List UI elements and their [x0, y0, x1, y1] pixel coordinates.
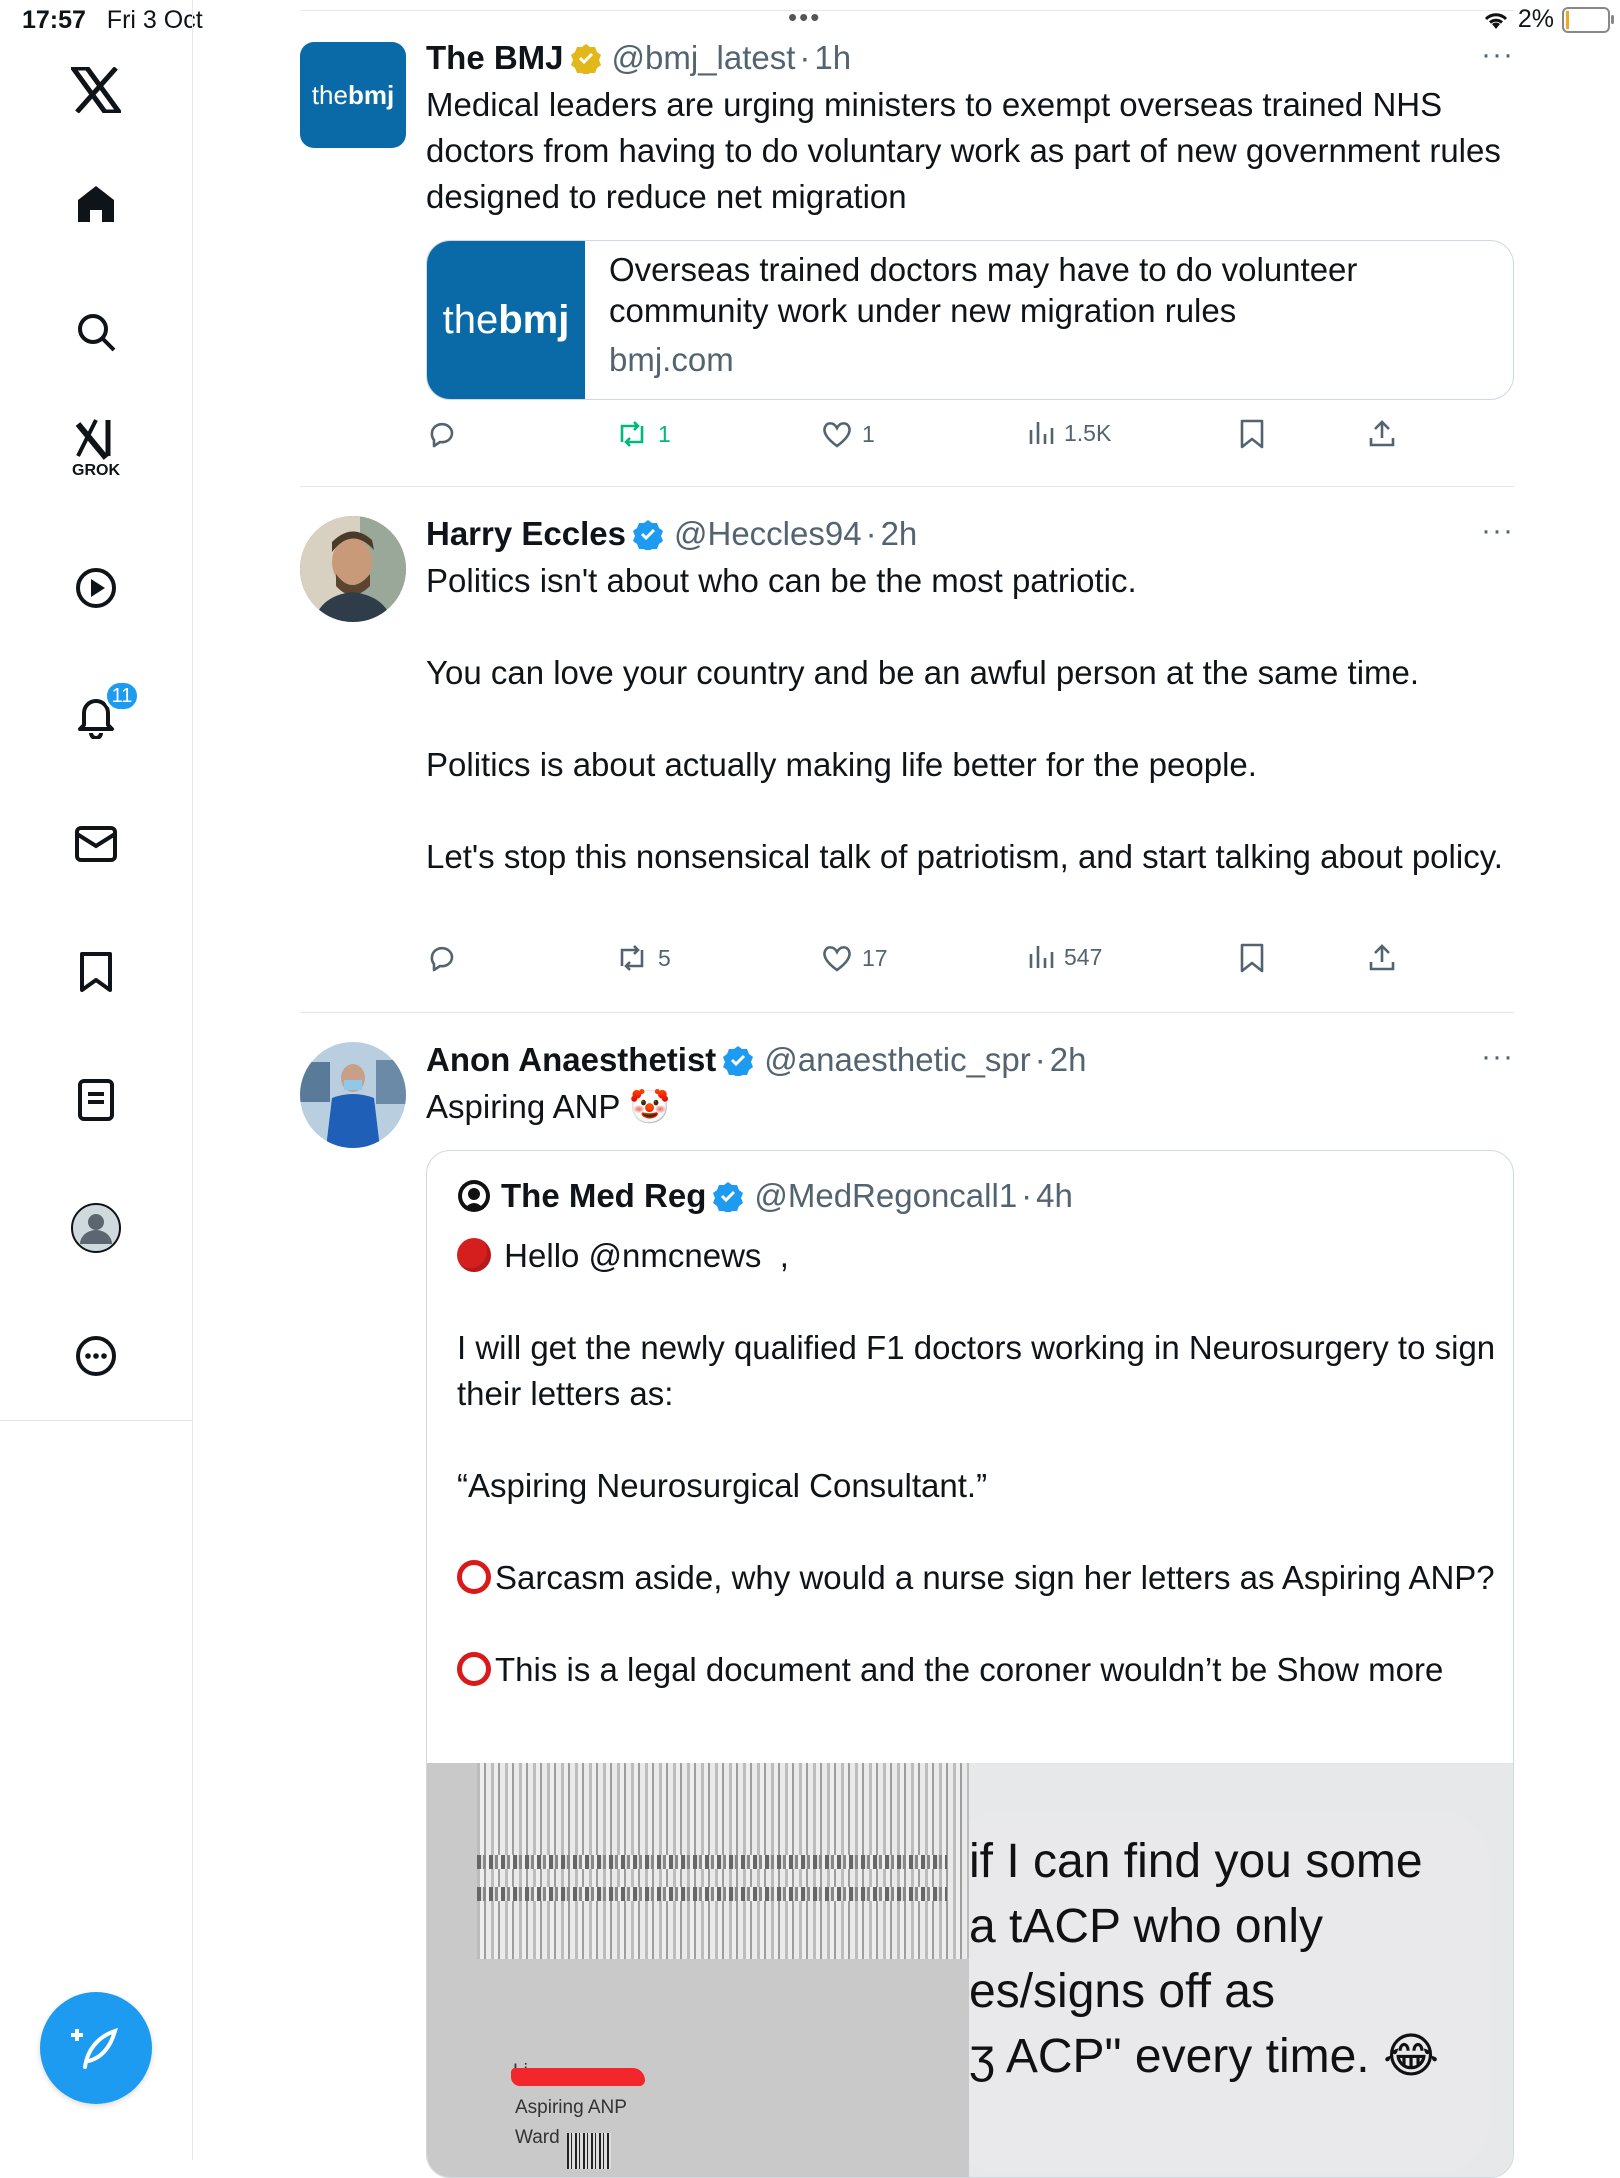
quote-author-name[interactable]: The Med Reg	[501, 1177, 707, 1214]
search-icon	[74, 310, 118, 354]
quote-time: 4h	[1036, 1177, 1073, 1214]
share-icon	[1366, 418, 1398, 450]
barcode	[567, 2133, 611, 2169]
post-harry-eccles[interactable]	[300, 514, 1514, 1004]
quote-line-1: Hello @nmcnews ,	[504, 1237, 789, 1274]
quote-image-letter[interactable]	[427, 1763, 969, 2177]
sidebar-divider	[0, 1420, 192, 1421]
views-button[interactable]	[1026, 418, 1111, 448]
bmj-logo-the: the	[311, 79, 348, 110]
thumb-bmj: bmj	[498, 297, 570, 342]
views-bar-icon	[1026, 418, 1056, 448]
notification-badge: 11	[104, 680, 140, 712]
profile-avatar-icon	[70, 1202, 122, 1254]
views-count: 1.5K	[1064, 419, 1112, 446]
quote-avatar-icon	[457, 1179, 491, 1213]
hollow-red-circle-emoji	[457, 1560, 491, 1594]
list-icon	[76, 1078, 116, 1122]
grok-icon	[72, 416, 120, 460]
share-icon	[1366, 942, 1398, 974]
play-circle-icon	[74, 566, 118, 610]
sidebar-item-bookmarks[interactable]	[56, 932, 136, 1012]
repost-icon	[614, 942, 650, 974]
blurred-text-line	[477, 1887, 947, 1901]
heart-icon	[820, 942, 854, 974]
status-bar	[0, 0, 1620, 40]
sidebar-item-profile[interactable]	[56, 1188, 136, 1268]
feed-top-divider	[300, 10, 1514, 11]
sidebar-item-home[interactable]	[56, 164, 136, 244]
reply-icon	[426, 942, 458, 974]
post-text	[426, 1084, 1514, 1130]
quote-line-3: “Aspiring Neurosurgical Consultant.”	[457, 1467, 988, 1504]
dot-separator: ·	[799, 39, 811, 76]
sidebar-item-video[interactable]	[56, 548, 136, 628]
sidebar-item-search[interactable]	[56, 292, 136, 372]
heart-icon	[820, 418, 854, 450]
sidebar-item-messages[interactable]	[56, 804, 136, 884]
post-more-icon[interactable]: ···	[1481, 514, 1514, 547]
sidebar-item-grok[interactable]	[56, 410, 136, 490]
reply-button[interactable]	[426, 418, 466, 450]
quoted-post[interactable]	[426, 1150, 1514, 2178]
battery-percent: 2%	[1517, 5, 1554, 33]
compose-post-button[interactable]	[40, 1992, 152, 2104]
letter-label-ward: Ward	[515, 2127, 560, 2148]
bookmark-button[interactable]	[1238, 942, 1266, 974]
like-count: 17	[862, 944, 888, 971]
like-count: 1	[862, 420, 875, 447]
author-name[interactable]: Harry Eccles	[426, 515, 626, 552]
x-logo-icon[interactable]	[56, 50, 136, 130]
post-header	[426, 514, 1514, 554]
link-card-title: Overseas trained doctors may have to do volunteer community work under new migration rules	[609, 251, 1358, 329]
post-divider	[300, 1012, 1514, 1013]
quote-text	[457, 1233, 1505, 1693]
grok-label: GROK	[72, 462, 120, 479]
share-button[interactable]	[1366, 418, 1398, 450]
quote-header	[457, 1177, 1073, 1215]
author-name[interactable]: The BMJ	[426, 39, 564, 76]
dot-separator: ·	[1021, 1177, 1033, 1214]
post-content	[426, 514, 1514, 971]
post-divider	[300, 486, 1514, 487]
quote-line-5: This is a legal document and the coroner wouldn’t be	[495, 1651, 1268, 1688]
repost-icon	[614, 418, 650, 450]
red-redaction-mark	[511, 2068, 645, 2086]
feather-plus-icon	[71, 2023, 121, 2073]
blurred-text-line	[477, 1855, 947, 1869]
sidebar-item-more[interactable]	[56, 1316, 136, 1396]
post-time[interactable]: 2h	[880, 515, 918, 552]
wifi-icon	[1482, 9, 1510, 31]
repost-button[interactable]	[614, 942, 671, 974]
avatar-anon-anaesthetist[interactable]	[300, 1042, 406, 1148]
quote-author-handle[interactable]: @MedRegoncall1	[754, 1177, 1018, 1214]
author-name[interactable]: Anon Anaesthetist	[426, 1041, 717, 1078]
bmj-logo-bmj: bmj	[347, 79, 395, 110]
reply-icon	[426, 418, 458, 450]
show-more-link[interactable]: Show more	[1276, 1651, 1444, 1688]
link-card-thumbnail	[427, 241, 585, 399]
sidebar-item-notifications[interactable]	[56, 676, 136, 756]
dot-separator: ·	[865, 515, 877, 552]
repost-count: 5	[658, 944, 671, 971]
repost-count: 1	[658, 420, 671, 447]
more-circle-icon	[74, 1334, 118, 1378]
views-bar-icon	[1026, 942, 1056, 972]
reply-button[interactable]	[426, 942, 466, 974]
quote-line-2: I will get the newly qualified F1 doctors working in Neurosurgery to sign their letters as:	[457, 1329, 1505, 1412]
post-time[interactable]: 2h	[1049, 1041, 1087, 1078]
like-button[interactable]	[820, 418, 875, 450]
author-handle[interactable]: @Heccles94	[673, 515, 862, 552]
avatar-bmj[interactable]	[300, 42, 406, 148]
status-time: 17:57 Fri 3 Oct	[22, 6, 203, 34]
multitask-dots[interactable]: •••	[788, 2, 822, 32]
bookmark-outline-icon	[1238, 942, 1266, 974]
bookmark-button[interactable]	[1238, 418, 1266, 450]
home-icon	[74, 182, 118, 226]
author-handle[interactable]: @anaesthetic_spr	[764, 1041, 1031, 1078]
link-card-domain: bmj.com	[609, 341, 734, 378]
verified-badge-icon	[712, 1180, 744, 1212]
repost-button[interactable]	[614, 418, 671, 450]
gold-verified-badge-icon	[570, 42, 602, 74]
post-time[interactable]: 1h	[814, 39, 852, 76]
quote-image-message[interactable]	[969, 1763, 1513, 2177]
post-actions	[426, 942, 1426, 982]
like-button[interactable]	[820, 942, 888, 974]
post-anon-anaesthetist[interactable]	[300, 1040, 1514, 2160]
red-circle-emoji	[457, 1238, 491, 1272]
quote-line-4: Sarcasm aside, why would a nurse sign her letters as Aspiring ANP?	[495, 1559, 1495, 1596]
verified-badge-icon	[722, 1044, 754, 1076]
author-handle[interactable]: @bmj_latest	[611, 39, 796, 76]
sidebar-nav	[0, 0, 193, 2160]
post-actions	[426, 418, 1426, 458]
views-button[interactable]	[1026, 942, 1102, 972]
clown-emoji: 🤡	[629, 1088, 671, 1125]
message-bubble-text: if I can find you some a tACP who only es/signs off as ʒ ACP" every time. 😂	[969, 1835, 1440, 2083]
post-more-icon[interactable]: ···	[1481, 38, 1514, 71]
thumb-the: the	[442, 297, 499, 342]
post-more-icon[interactable]: ···	[1481, 1040, 1514, 1073]
share-button[interactable]	[1366, 942, 1398, 974]
post-text: Medical leaders are urging ministers to exempt overseas trained NHS doctors from having to do voluntary work as part of new government rules designed to reduce net migration	[426, 86, 1511, 215]
dot-separator: ·	[1034, 1041, 1046, 1078]
battery-icon	[1562, 7, 1610, 33]
sidebar-item-lists[interactable]	[56, 1060, 136, 1140]
post-text: Politics isn't about who can be the most patriotic. You can love your country and be an awful person at the same time. Politics is about actually making life better for the people. Let's stop this nonsensical talk of patriotism, and start talking about policy.	[426, 562, 1503, 875]
post-content	[426, 38, 1514, 447]
hollow-red-circle-emoji	[457, 1652, 491, 1686]
letter-label-aspiring-anp: Aspiring ANP	[515, 2097, 627, 2118]
post-bmj[interactable]	[300, 38, 1514, 488]
views-count: 547	[1064, 943, 1103, 970]
verified-badge-icon	[632, 518, 664, 550]
post-header	[426, 1040, 1514, 1080]
post-text-body: Aspiring ANP	[426, 1088, 620, 1125]
avatar-harry-eccles[interactable]	[300, 516, 406, 622]
envelope-icon	[74, 824, 118, 864]
post-content	[426, 1040, 1514, 2148]
bookmark-outline-icon	[1238, 418, 1266, 450]
bookmark-icon	[76, 950, 116, 994]
post-header	[426, 38, 1514, 78]
link-card[interactable]	[426, 240, 1514, 400]
